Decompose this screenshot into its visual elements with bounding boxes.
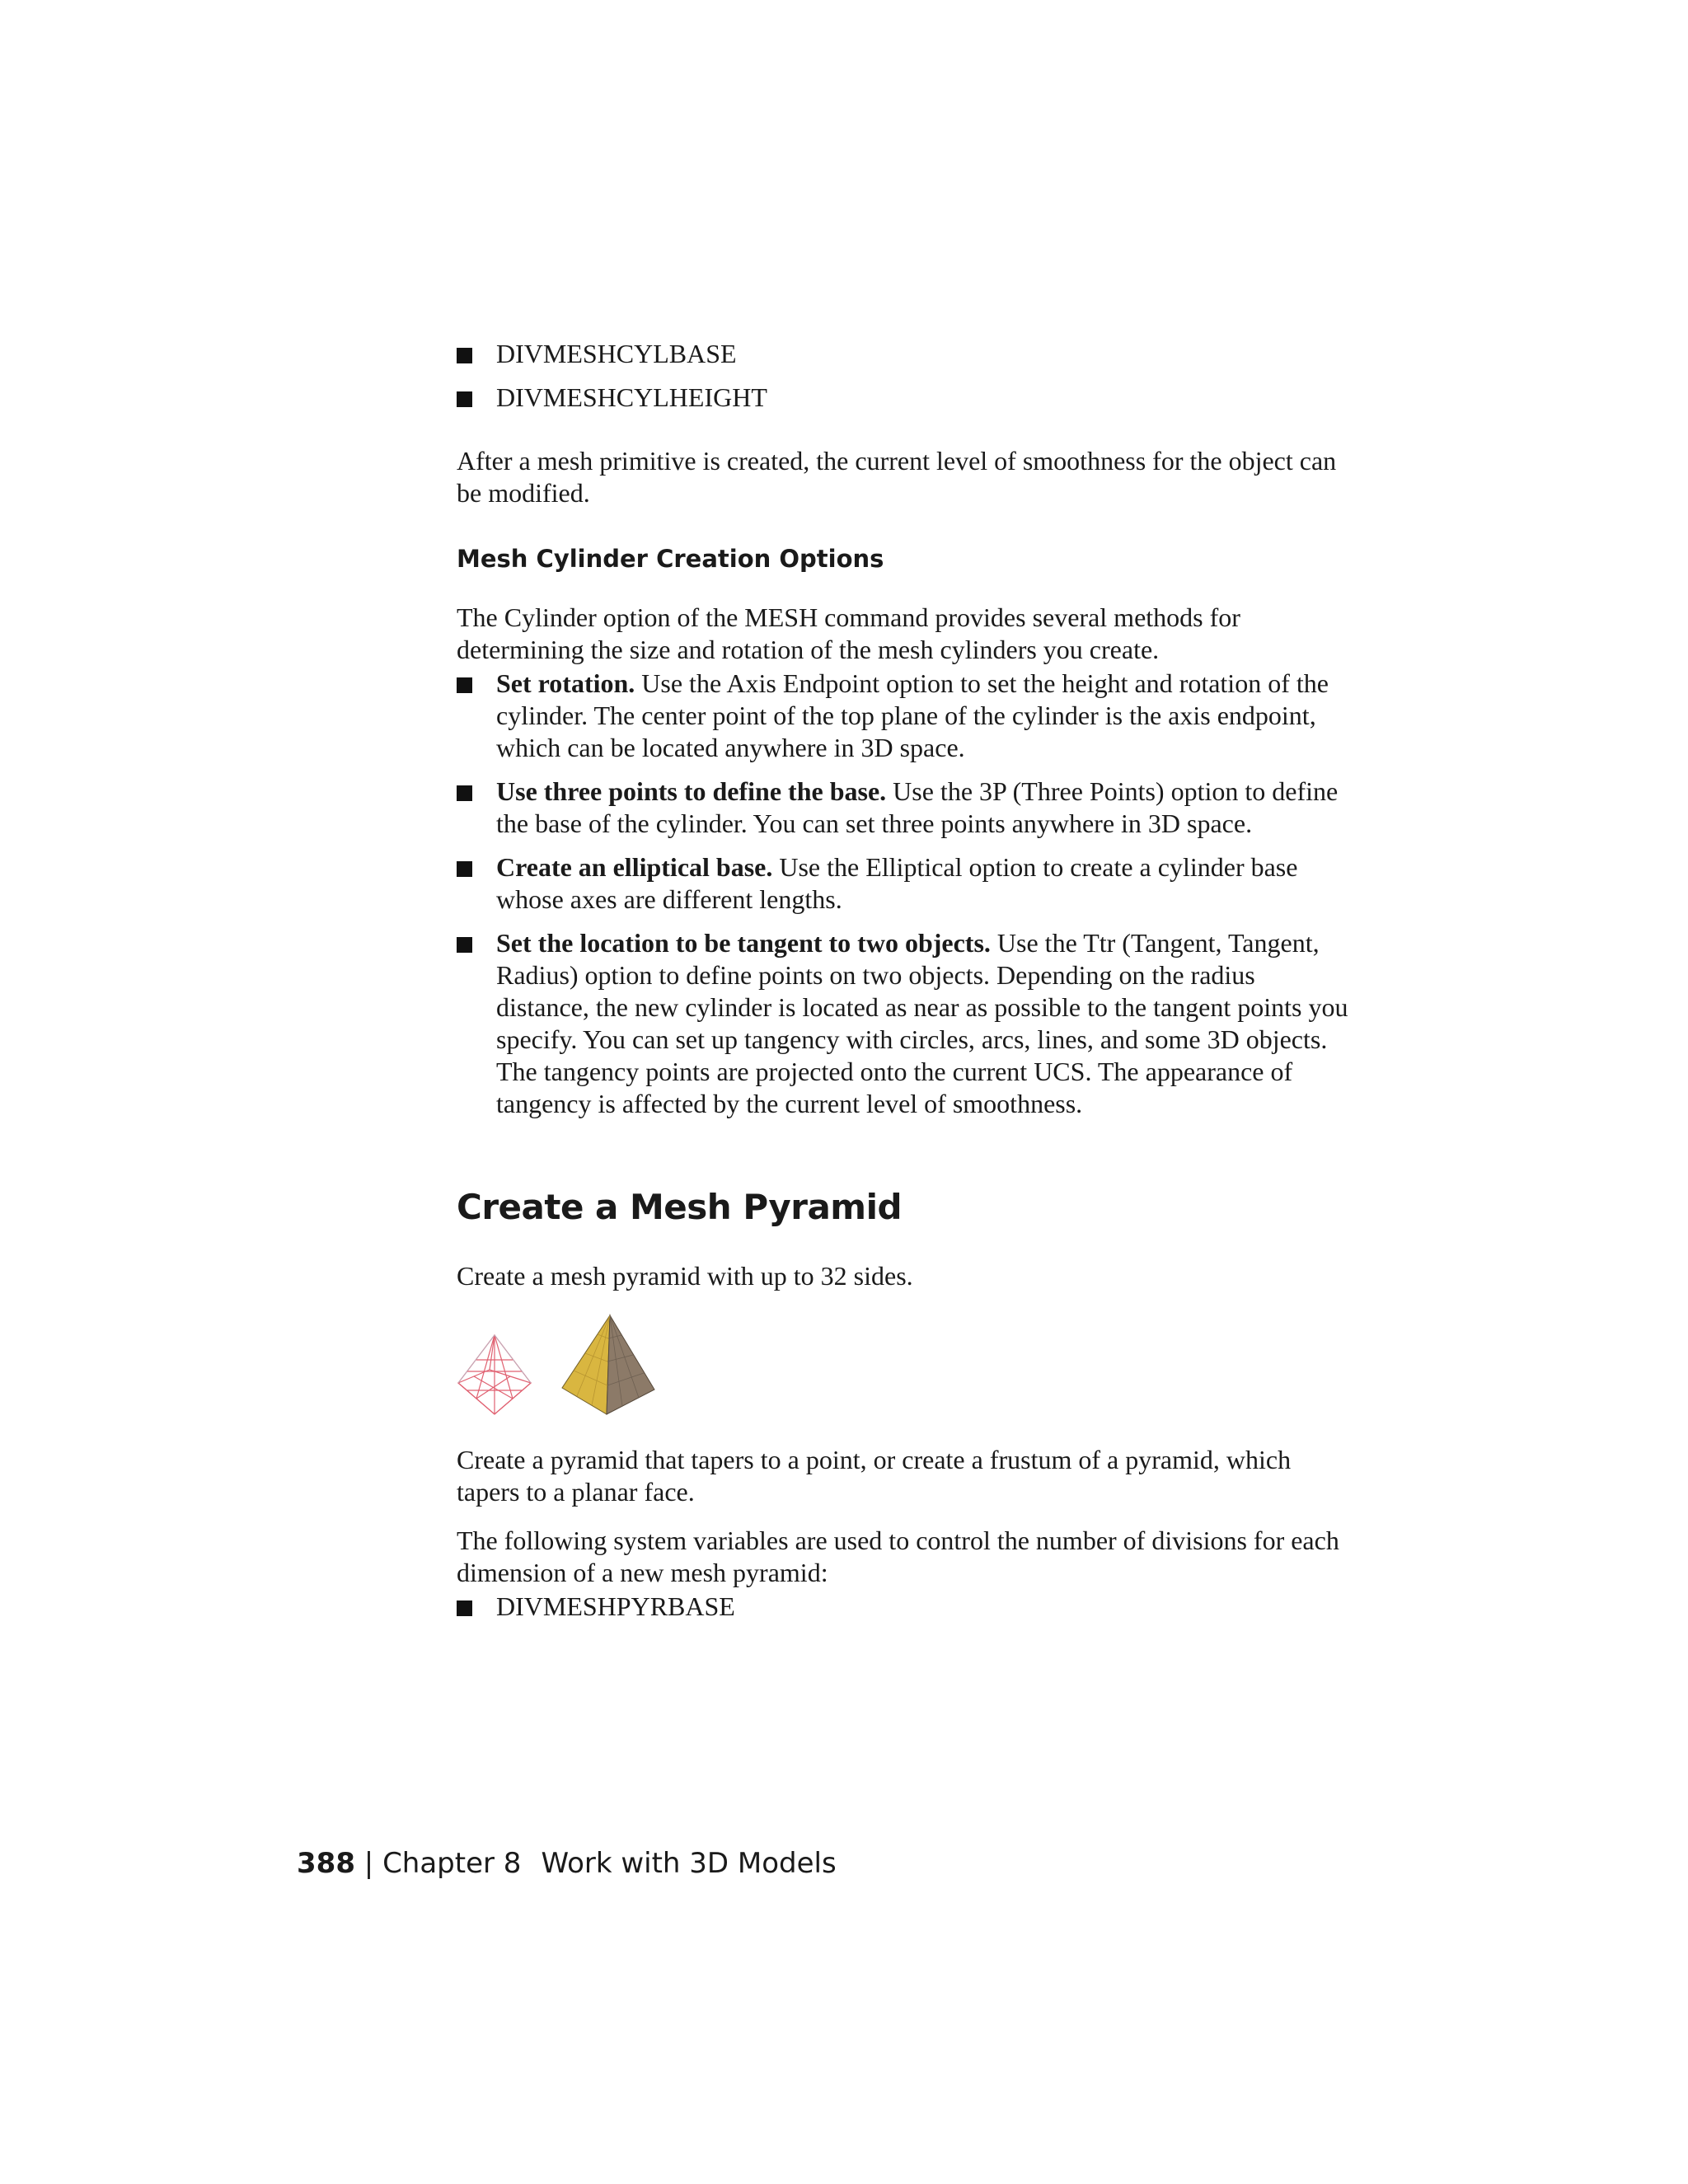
- option-text: Use the Elliptical option to create a cylinder base whose axes are different lengths.: [496, 852, 1298, 914]
- bullet-icon: [457, 776, 496, 808]
- bullet-icon: [457, 1591, 496, 1623]
- bullet-icon: [457, 851, 496, 883]
- bullet-icon: [457, 382, 496, 414]
- list-item-text: DIVMESHPYRBASE: [496, 1591, 735, 1621]
- option-text: Use the 3P (Three Points) option to define the base of the cylinder. You can set three points anywhere in 3D space.: [496, 776, 1339, 838]
- bullet-icon: [457, 668, 496, 700]
- option-lead: Set the location to be tangent to two objects.: [496, 928, 991, 958]
- subheading: Mesh Cylinder Creation Options: [457, 545, 884, 573]
- option-lead: Use three points to define the base.: [496, 776, 887, 806]
- option-lead: Create an elliptical base.: [496, 852, 773, 882]
- list-item-text: DIVMESHCYLBASE: [496, 339, 737, 368]
- list-item: [457, 668, 1351, 764]
- list-item: [457, 1591, 1351, 1623]
- list-item-text: DIVMESHCYLHEIGHT: [496, 382, 767, 412]
- list-item: [457, 382, 1351, 414]
- list-item: [457, 927, 1351, 1120]
- paragraph: The Cylinder option of the MESH command provides several methods for determining the size and rotation of the mesh cylinders you create.: [457, 602, 1240, 664]
- paragraph: Create a pyramid that tapers to a point, or create a frustum of a pyramid, which tapers to a planar face.: [457, 1445, 1292, 1507]
- page-content: [457, 338, 1351, 1623]
- wireframe-pyramid-icon: [457, 1333, 532, 1416]
- paragraph: After a mesh primitive is created, the current level of smoothness for the object can be modified.: [457, 446, 1337, 508]
- list-item-text: [496, 776, 1351, 840]
- option-text: Use the Ttr (Tangent, Tangent, Radius) option to define points on two objects. Depending on the radius distance, the new cylinder is located as near as possible to the tangent points you specify. You can set up tangency with circles, arcs, lines, and some 3D objects. The tangency points are projected onto the current UCS. The appearance of tangency is affected by the current level of smoothness.: [496, 928, 1348, 1118]
- shaded-pyramid-icon: [560, 1314, 656, 1416]
- footer-separator: |: [354, 1847, 383, 1880]
- page-number: 388: [297, 1847, 355, 1880]
- paragraph: The following system variables are used to control the number of divisions for each dimension of a new mesh pyramid:: [457, 1526, 1339, 1587]
- pyramid-illustration: [457, 1314, 1351, 1416]
- page-footer: [297, 1846, 837, 1881]
- list-item-text: [496, 927, 1351, 1120]
- chapter-label: Chapter 8: [382, 1847, 522, 1880]
- option-lead: Set rotation.: [496, 668, 635, 698]
- list-item: [457, 776, 1351, 840]
- option-text: Use the Axis Endpoint option to set the height and rotation of the cylinder. The center point of the top plane of the cylinder is the axis endpoint, which can be located anywhere in 3D space.: [496, 668, 1329, 762]
- list-item: [457, 338, 1351, 370]
- paragraph: Create a mesh pyramid with up to 32 sides.: [457, 1261, 913, 1291]
- list-item-text: [496, 851, 1351, 916]
- chapter-title: Work with 3D Models: [541, 1847, 837, 1880]
- bullet-icon: [457, 338, 496, 370]
- list-item-text: [496, 668, 1351, 764]
- section-heading: Create a Mesh Pyramid: [457, 1187, 903, 1227]
- list-item: [457, 851, 1351, 916]
- bullet-icon: [457, 927, 496, 959]
